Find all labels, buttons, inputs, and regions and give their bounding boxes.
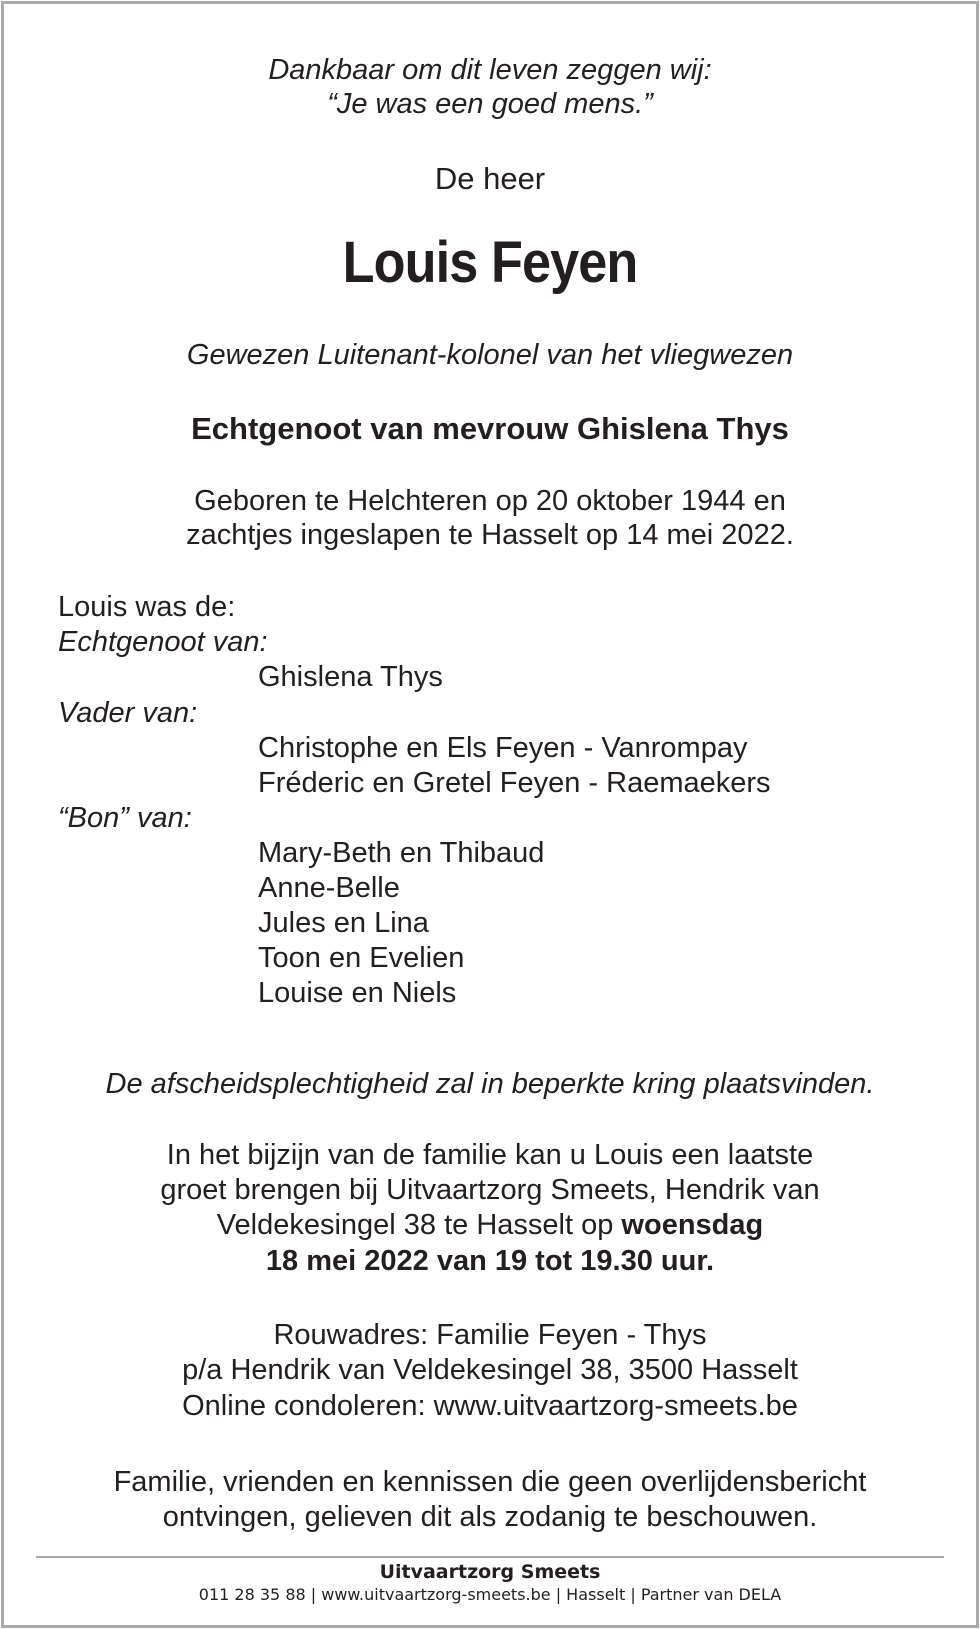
footer-info: 011 28 35 88 | www.uitvaartzorg-smeets.be | Hasselt | Partner van DELA [198, 1585, 782, 1604]
group-label-bon: “Bon” van: [58, 802, 192, 834]
family-member: Toon en Evelien [258, 942, 465, 974]
visit-date-time: 18 mei 2022 van 19 tot 19.30 uur. [265, 1245, 715, 1277]
ceremony-line: De afscheidsplechtigheid zal in beperkte kring plaatsvinden. [105, 1068, 875, 1100]
birth-line-2: zachtjes ingeslapen te Hasselt op 14 mei 2022. [186, 519, 794, 551]
condolence-line: Online condoleren: www.uitvaartzorg-smeets.be [182, 1390, 798, 1422]
family-member: Christophe en Els Feyen - Vanrompay [258, 732, 748, 764]
family-member: Anne-Belle [258, 872, 400, 904]
birth-line-1: Geboren te Helchteren op 20 oktober 1944 en [194, 485, 786, 517]
deceased-name: Louis Feyen [342, 230, 638, 295]
address-line-2: p/a Hendrik van Veldekesingel 38, 3500 Hasselt [182, 1354, 798, 1386]
intro-line-2: “Je was een goed mens.” [327, 88, 653, 120]
family-member: Jules en Lina [258, 907, 429, 939]
footer-company: Uitvaartzorg Smeets [379, 1561, 601, 1583]
visit-line-3-regular: Veldekesingel 38 te Hasselt op [216, 1209, 622, 1241]
group-label-spouse: Echtgenoot van: [58, 626, 268, 658]
family-member: Mary-Beth en Thibaud [258, 837, 545, 869]
family-member: Fréderic en Gretel Feyen - Raemaekers [258, 767, 771, 799]
footer-divider [36, 1556, 944, 1558]
group-label-father: Vader van: [58, 697, 198, 729]
family-intro: Louis was de: [58, 591, 236, 623]
salutation: De heer [434, 161, 546, 196]
intro-line-1: Dankbaar om dit leven zeggen wij: [268, 54, 712, 86]
visit-line-3 [0, 1208, 980, 1243]
notice-line-1: Familie, vrienden en kennissen die geen overlijdensbericht [113, 1466, 867, 1498]
family-member: Louise en Niels [258, 977, 457, 1009]
visit-day: woensdag [621, 1209, 764, 1241]
family-member: Ghislena Thys [258, 661, 443, 693]
rank-line: Gewezen Luitenant-kolonel van het vliegwezen [186, 339, 794, 371]
visit-line-1: In het bijzijn van de familie kan u Louis een laatste [166, 1139, 814, 1171]
address-line-1: Rouwadres: Familie Feyen - Thys [273, 1319, 707, 1351]
spouse-heading: Echtgenoot van mevrouw Ghislena Thys [191, 411, 789, 446]
visit-line-2: groet brengen bij Uitvaartzorg Smeets, Hendrik van [160, 1174, 820, 1206]
notice-line-2: ontvingen, gelieven dit als zodanig te beschouwen. [162, 1501, 818, 1533]
